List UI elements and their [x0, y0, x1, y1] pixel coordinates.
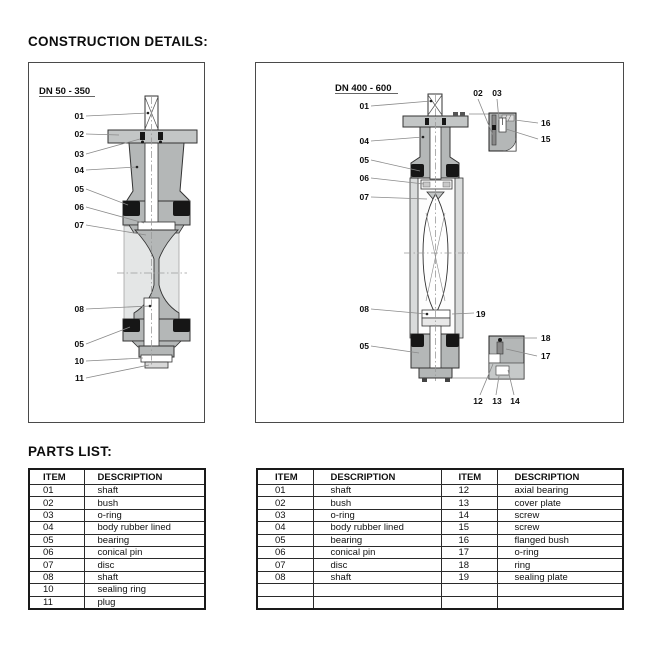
item-cell: 13 — [441, 497, 497, 509]
description-cell — [497, 584, 623, 596]
item-cell: 02 — [257, 497, 313, 509]
item-cell: 16 — [441, 534, 497, 546]
item-cell: 07 — [257, 559, 313, 571]
table-row — [257, 534, 623, 546]
item-cell: 12 — [441, 485, 497, 497]
item-cell: 05 — [257, 534, 313, 546]
callout-02: 02 — [74, 129, 84, 139]
item-cell — [441, 584, 497, 596]
description-cell: sealing ring — [84, 584, 205, 596]
description-cell: bush — [313, 497, 441, 509]
valve-section-dn50-350 — [29, 63, 204, 422]
table-row — [257, 497, 623, 509]
diagram-dn50-350-box — [28, 62, 205, 423]
callout-16: 16 — [541, 118, 551, 128]
bearing-detail-right — [443, 182, 450, 187]
table-row — [29, 485, 205, 497]
col-header-item: ITEM — [29, 469, 84, 485]
description-cell — [313, 596, 441, 609]
callout-02: 02 — [473, 88, 483, 98]
item-cell: 04 — [257, 522, 313, 534]
table-row — [29, 559, 205, 571]
item-cell: 15 — [441, 522, 497, 534]
lower-bearing-band-shape — [422, 318, 450, 326]
description-cell: sealing plate — [497, 571, 623, 583]
table-row — [257, 571, 623, 583]
item-cell: 03 — [257, 509, 313, 521]
upper-seal-right-shape — [446, 164, 459, 177]
item-cell: 05 — [29, 534, 84, 546]
item-cell: 03 — [29, 509, 84, 521]
item-cell: 06 — [257, 546, 313, 558]
callout-04: 04 — [359, 136, 369, 146]
item-cell: 10 — [29, 584, 84, 596]
callout-01: 01 — [359, 101, 369, 111]
table-row — [29, 546, 205, 558]
diagram-right-title: DN 400 - 600 — [335, 83, 392, 94]
top-detail-inset — [469, 113, 516, 151]
callout-14: 14 — [510, 396, 520, 406]
callout-05b: 05 — [74, 339, 84, 349]
diagram-left-title: DN 50 - 350 — [39, 86, 91, 97]
callout-17: 17 — [541, 351, 551, 361]
callout-05b: 05 — [359, 341, 369, 351]
table-row — [29, 522, 205, 534]
col-header-item-2: ITEM — [441, 469, 497, 485]
item-cell: 19 — [441, 571, 497, 583]
table-row-empty — [257, 584, 623, 596]
bolt-left-shape — [422, 378, 427, 382]
col-header-description: DESCRIPTION — [313, 469, 441, 485]
item-cell: 08 — [257, 571, 313, 583]
callout-19: 19 — [476, 309, 486, 319]
callout-03: 03 — [492, 88, 502, 98]
description-cell: conical pin — [313, 546, 441, 558]
parts-table-left — [28, 468, 206, 610]
description-cell: screw — [497, 509, 623, 521]
top-flange-shape — [108, 130, 197, 143]
diagram-dn400-600-box — [255, 62, 624, 423]
description-cell: disc — [84, 559, 205, 571]
parts-list-heading: PARTS LIST: — [28, 444, 113, 459]
description-cell: bearing — [84, 534, 205, 546]
description-cell — [313, 584, 441, 596]
table-row — [29, 584, 205, 596]
table-row — [29, 571, 205, 583]
table-header-row — [29, 469, 205, 485]
item-cell — [441, 596, 497, 609]
callout-05: 05 — [74, 184, 84, 194]
description-cell — [497, 596, 623, 609]
o-ring-right-shape — [159, 141, 162, 144]
description-cell: axial bearing — [497, 485, 623, 497]
bush-left-shape — [425, 118, 429, 125]
bush-right-shape — [158, 132, 163, 140]
description-cell: flanged bush — [497, 534, 623, 546]
callout-07: 07 — [359, 192, 369, 202]
upper-seal-right-shape — [173, 201, 190, 216]
description-cell: bearing — [313, 534, 441, 546]
upper-seal-left-shape — [123, 201, 140, 216]
o-ring-left-shape — [141, 141, 144, 144]
bolt-right-shape — [445, 378, 450, 382]
description-cell: ring — [497, 559, 623, 571]
bearing-detail-left — [423, 182, 430, 187]
callout-03: 03 — [74, 149, 84, 159]
table-row — [29, 509, 205, 521]
table-row — [257, 559, 623, 571]
callout-01: 01 — [74, 111, 84, 121]
description-cell: shaft — [313, 571, 441, 583]
pipe-wall-left-shape — [410, 178, 418, 338]
lower-seal-right-shape — [173, 319, 190, 332]
col-header-description: DESCRIPTION — [84, 469, 205, 485]
table-row — [257, 546, 623, 558]
description-cell: cover plate — [497, 497, 623, 509]
bush-left-shape — [140, 132, 145, 140]
callout-11: 11 — [75, 373, 84, 383]
description-cell: plug — [84, 596, 205, 609]
callout-13: 13 — [492, 396, 502, 406]
item-cell: 07 — [29, 559, 84, 571]
lower-seal-left-shape — [123, 319, 140, 332]
table-row — [29, 497, 205, 509]
description-cell: o-ring — [313, 509, 441, 521]
item-cell: 18 — [441, 559, 497, 571]
callout-04: 04 — [74, 165, 84, 175]
description-cell: body rubber lined — [84, 522, 205, 534]
callout-07: 07 — [74, 220, 84, 230]
callout-05: 05 — [359, 155, 369, 165]
description-cell: bush — [84, 497, 205, 509]
parts-table-right — [256, 468, 624, 610]
item-cell: 14 — [441, 509, 497, 521]
table-header-row — [257, 469, 623, 485]
col-header-item: ITEM — [257, 469, 313, 485]
sealing-ring-shape — [141, 355, 172, 362]
table-row-empty — [257, 596, 623, 609]
item-cell: 01 — [257, 485, 313, 497]
item-cell: 01 — [29, 485, 84, 497]
description-cell: shaft — [313, 485, 441, 497]
description-cell: conical pin — [84, 546, 205, 558]
construction-details-heading: CONSTRUCTION DETAILS: — [28, 34, 209, 49]
description-cell: screw — [497, 522, 623, 534]
table-row — [257, 522, 623, 534]
table-row — [29, 534, 205, 546]
callout-15: 15 — [541, 134, 551, 144]
item-cell: 04 — [29, 522, 84, 534]
callout-10: 10 — [74, 356, 84, 366]
description-cell: o-ring — [84, 509, 205, 521]
item-cell: 11 — [29, 596, 84, 609]
item-cell: 08 — [29, 571, 84, 583]
description-cell: disc — [313, 559, 441, 571]
flange-screw-1 — [453, 112, 458, 116]
description-cell: shaft — [84, 485, 205, 497]
item-cell: 02 — [29, 497, 84, 509]
callout-08: 08 — [74, 304, 84, 314]
callout-12: 12 — [473, 396, 483, 406]
callout-06: 06 — [359, 173, 369, 183]
description-cell: body rubber lined — [313, 522, 441, 534]
item-cell: 06 — [29, 546, 84, 558]
description-cell: shaft — [84, 571, 205, 583]
callout-06: 06 — [74, 202, 84, 212]
table-row — [257, 485, 623, 497]
callout-08: 08 — [359, 304, 369, 314]
item-cell — [257, 584, 313, 596]
table-row — [29, 596, 205, 609]
valve-section-dn400-600 — [256, 63, 623, 422]
lower-seal-left-shape — [411, 334, 424, 347]
table-row — [257, 509, 623, 521]
bush-right-shape — [442, 118, 446, 125]
bottom-detail-inset — [452, 336, 524, 379]
flange-screw-2 — [460, 112, 465, 116]
callout-18: 18 — [541, 333, 551, 343]
lower-seal-right-shape — [446, 334, 459, 347]
item-cell: 17 — [441, 546, 497, 558]
description-cell: o-ring — [497, 546, 623, 558]
item-cell — [257, 596, 313, 609]
col-header-description-2: DESCRIPTION — [497, 469, 623, 485]
